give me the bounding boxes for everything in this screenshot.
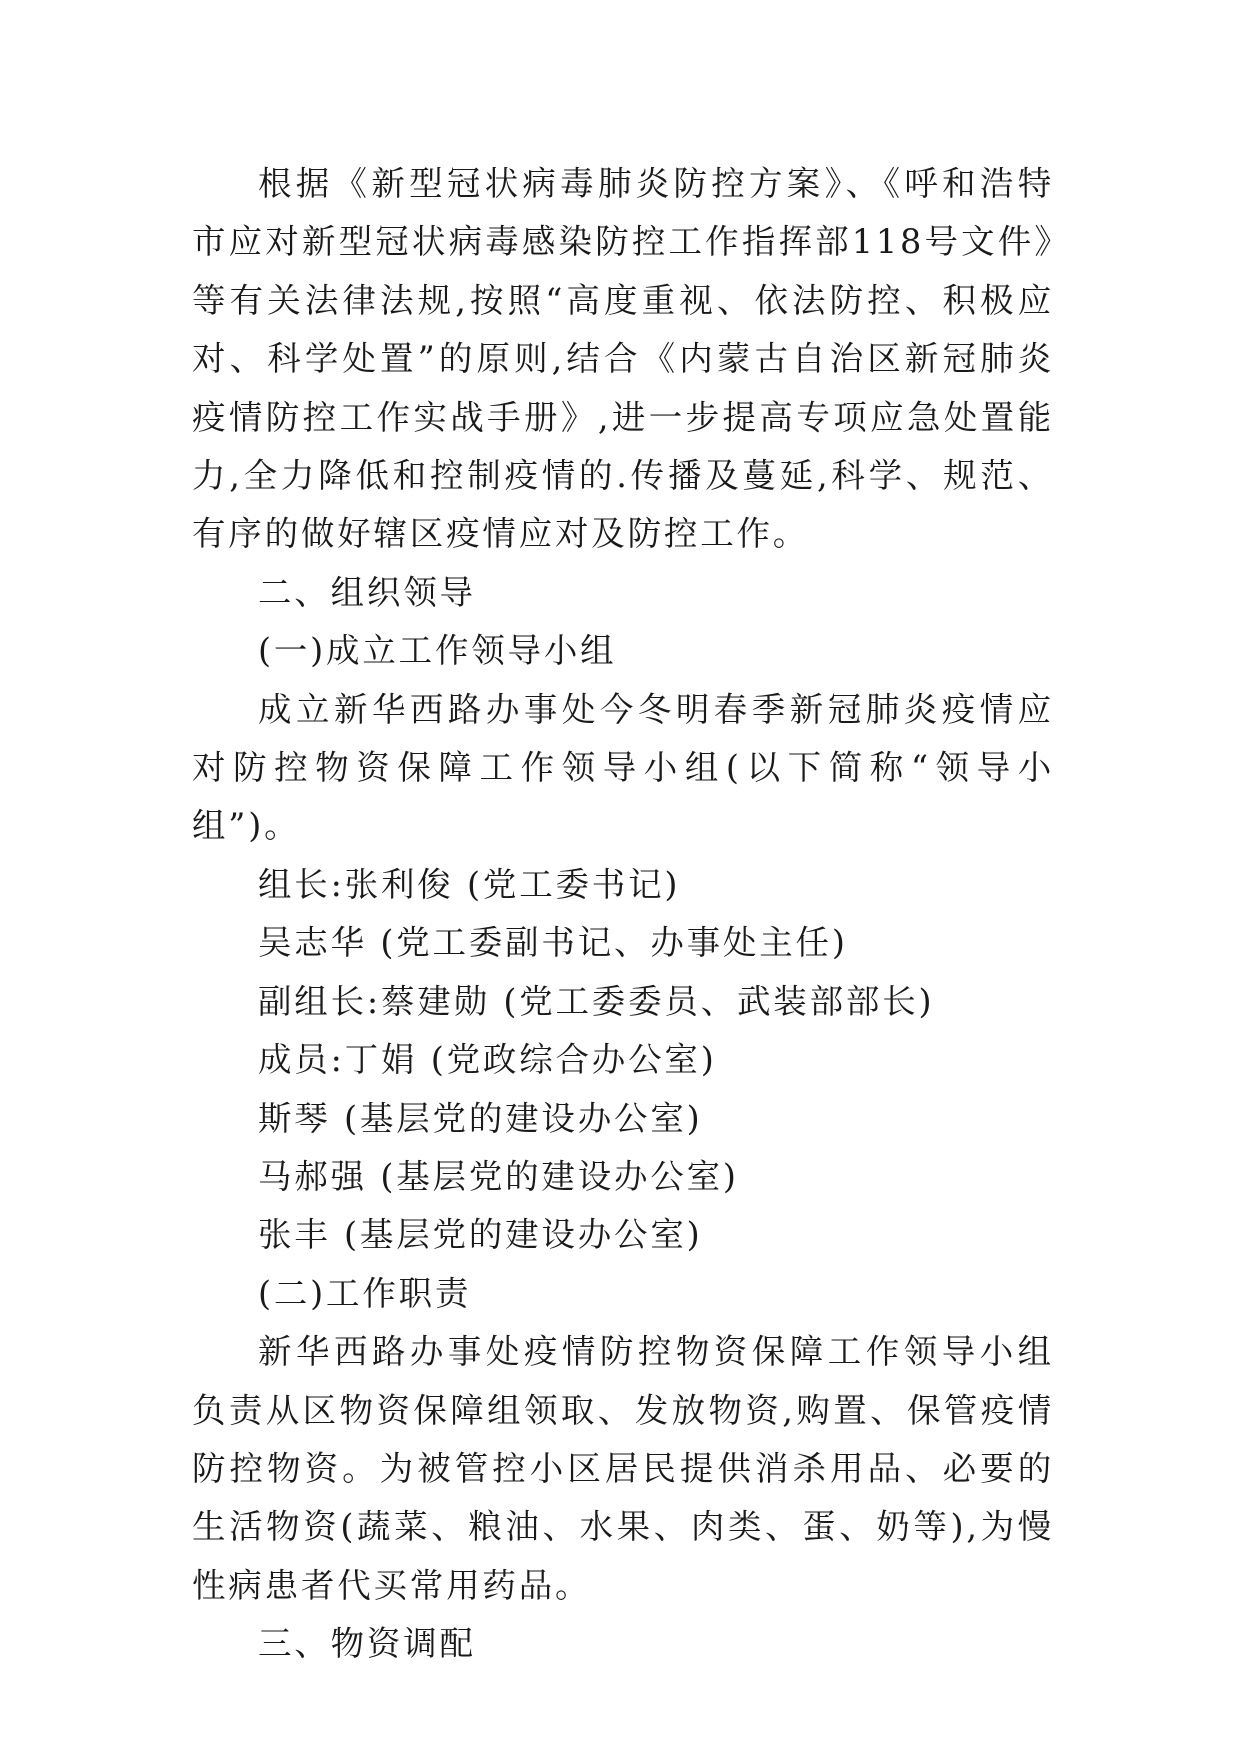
member-line-1: 成员:丁娟 (党政综合办公室): [258, 1040, 717, 1080]
member-line-2: 斯琴 (基层党的建设办公室): [258, 1098, 703, 1138]
section-heading-organization: 二、组织领导: [258, 572, 476, 612]
subheading-duties: (二)工作职责: [258, 1273, 472, 1313]
group-leader-line-2: 吴志华 (党工委副书记、办事处主任): [258, 923, 848, 963]
member-line-4: 张丰 (基层党的建设办公室): [258, 1215, 703, 1255]
section-heading-allocation: 三、物资调配: [258, 1624, 476, 1664]
subheading-leading-group: (一)成立工作领导小组: [258, 631, 617, 671]
document-body: [192, 155, 1054, 1674]
group-leader-line: 组长:张利俊 (党工委书记): [258, 864, 681, 904]
leading-group-paragraph: 成立新华西路办事处今冬明春季新冠肺炎疫情应对防控物资保障工作领导小组(以下简称“领导小组”)。: [192, 689, 1054, 846]
intro-paragraph: 根据《新型冠状病毒肺炎防控方案》、《呼和浩特市应对新型冠状病毒感染防控工作指挥部118号文件》等有关法律法规,按照“高度重视、依法防控、积极应对、科学处置”的原则,结合《内蒙古自治区新冠肺炎疫情防控工作实战手册》,进一步提高专项应急处置能力,全力降低和控制疫情的.传播及蔓延,科学、规范、有序的做好辖区疫情应对及防控工作。: [192, 164, 1054, 554]
member-line-3: 马郝强 (基层党的建设办公室): [258, 1156, 739, 1196]
duties-paragraph: 新华西路办事处疫情防控物资保障工作领导小组负责从区物资保障组领取、发放物资,购置、保管疫情防控物资。为被管控小区居民提供消杀用品、必要的生活物资(蔬菜、粮油、水果、肉类、蛋、奶等),为慢性病患者代买常用药品。: [192, 1332, 1054, 1605]
deputy-leader-line: 副组长:蔡建勋 (党工委委员、武装部部长): [258, 981, 935, 1021]
